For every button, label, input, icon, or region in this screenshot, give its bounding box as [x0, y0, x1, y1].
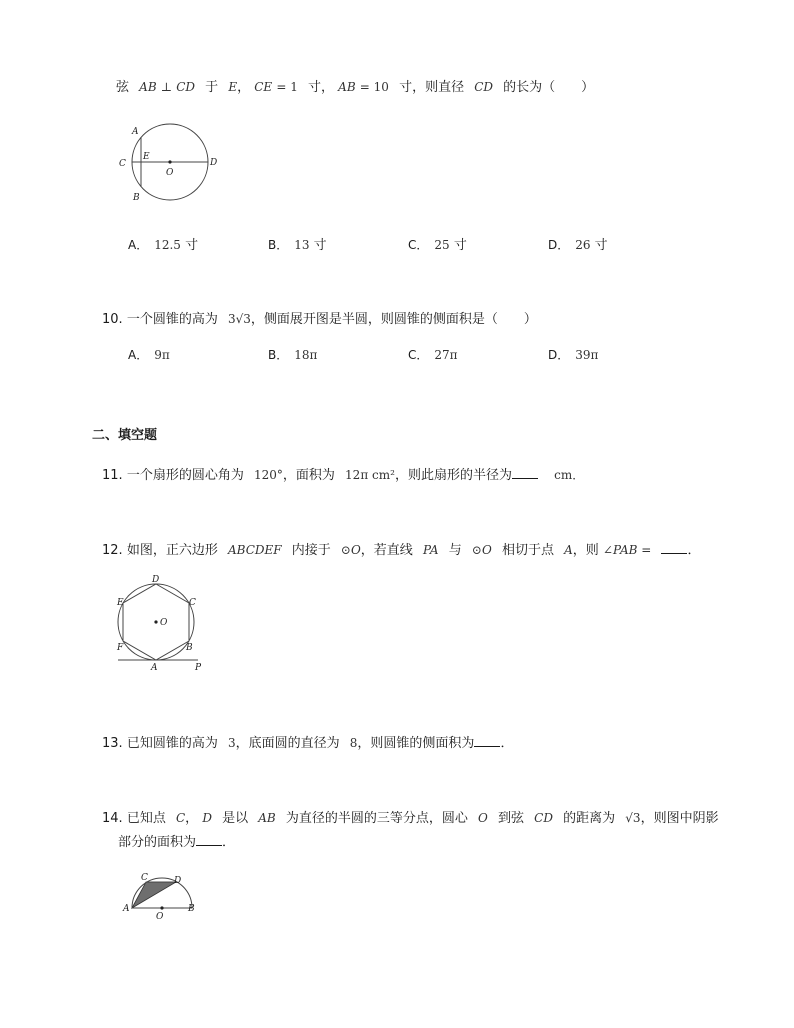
label-c: C: [141, 873, 148, 883]
q12-stem: 12. 如图，正六边形 ABCDEF 内接于 ⊙O，若直线 PA 与 ⊙O 相切于点 A，则 ∠PAB = ．: [102, 543, 701, 558]
q10-option-a[interactable]: A． 9π: [128, 348, 170, 362]
label-d: D: [174, 876, 182, 886]
label-e: E: [117, 598, 124, 608]
label-o: O: [166, 168, 174, 178]
center-point: [160, 906, 163, 909]
q9-option-b[interactable]: B． 13 寸: [268, 238, 327, 253]
q10-option-d[interactable]: D． 39π: [548, 348, 599, 362]
q14-stem-line2: 部分的面积为 ．: [118, 835, 236, 850]
q14-answer-blank[interactable]: [196, 833, 222, 846]
q9-option-c[interactable]: C． 25 寸: [408, 238, 467, 253]
label-o: O: [156, 912, 164, 922]
q11-answer-blank[interactable]: [512, 466, 538, 479]
q11-stem: 11. 一个扇形的圆心角为 120°，面积为 12π cm²，则此扇形的半径为 cm．: [102, 468, 585, 483]
q9-circle-figure: [116, 118, 226, 208]
label-e: E: [143, 152, 150, 162]
q12-hexagon-figure: [114, 576, 214, 676]
q14-semicircle-figure: [122, 872, 212, 922]
label-p: P: [195, 663, 202, 673]
q10-option-b[interactable]: B． 18π: [268, 348, 318, 362]
center-point: [168, 160, 171, 163]
label-f: F: [117, 643, 124, 653]
label-c: C: [119, 159, 126, 169]
q10-stem: 10. 一个圆锥的高为 3√3，侧面展开图是半圆，则圆锥的侧面积是（ ）: [102, 312, 537, 327]
section-title: 二、填空题: [92, 428, 158, 443]
label-a: A: [123, 904, 130, 914]
shaded-region: [132, 882, 176, 908]
q9-option-a[interactable]: A． 12.5 寸: [128, 238, 199, 253]
q12-answer-blank[interactable]: [661, 541, 687, 554]
center-point: [154, 620, 157, 623]
q9-option-d[interactable]: D． 26 寸: [548, 238, 608, 253]
q14-stem: 14. 已知点 C， D 是以 AB 为直径的半圆的三等分点，圆心 O 到弦 CD 的距离为 √3，则图中阴影: [102, 811, 719, 826]
q13-stem: 13. 已知圆锥的高为 3，底面圆的直径为 8，则圆锥的侧面积为 ．: [102, 736, 514, 751]
label-d: D: [152, 575, 160, 585]
label-o: O: [160, 618, 168, 628]
label-a: A: [132, 127, 139, 137]
q9-stem: 弦 AB ⊥ CD 于 E， CE = 1 寸， AB = 10 寸，则直径 CD 的长为（ ）: [116, 80, 595, 95]
label-d: D: [210, 158, 218, 168]
label-a: A: [151, 663, 158, 673]
label-c: C: [189, 598, 196, 608]
label-b: B: [188, 904, 195, 914]
label-b: B: [133, 193, 140, 203]
q10-option-c[interactable]: C． 27π: [408, 348, 458, 362]
label-b: B: [186, 643, 193, 653]
q13-answer-blank[interactable]: [474, 734, 500, 747]
